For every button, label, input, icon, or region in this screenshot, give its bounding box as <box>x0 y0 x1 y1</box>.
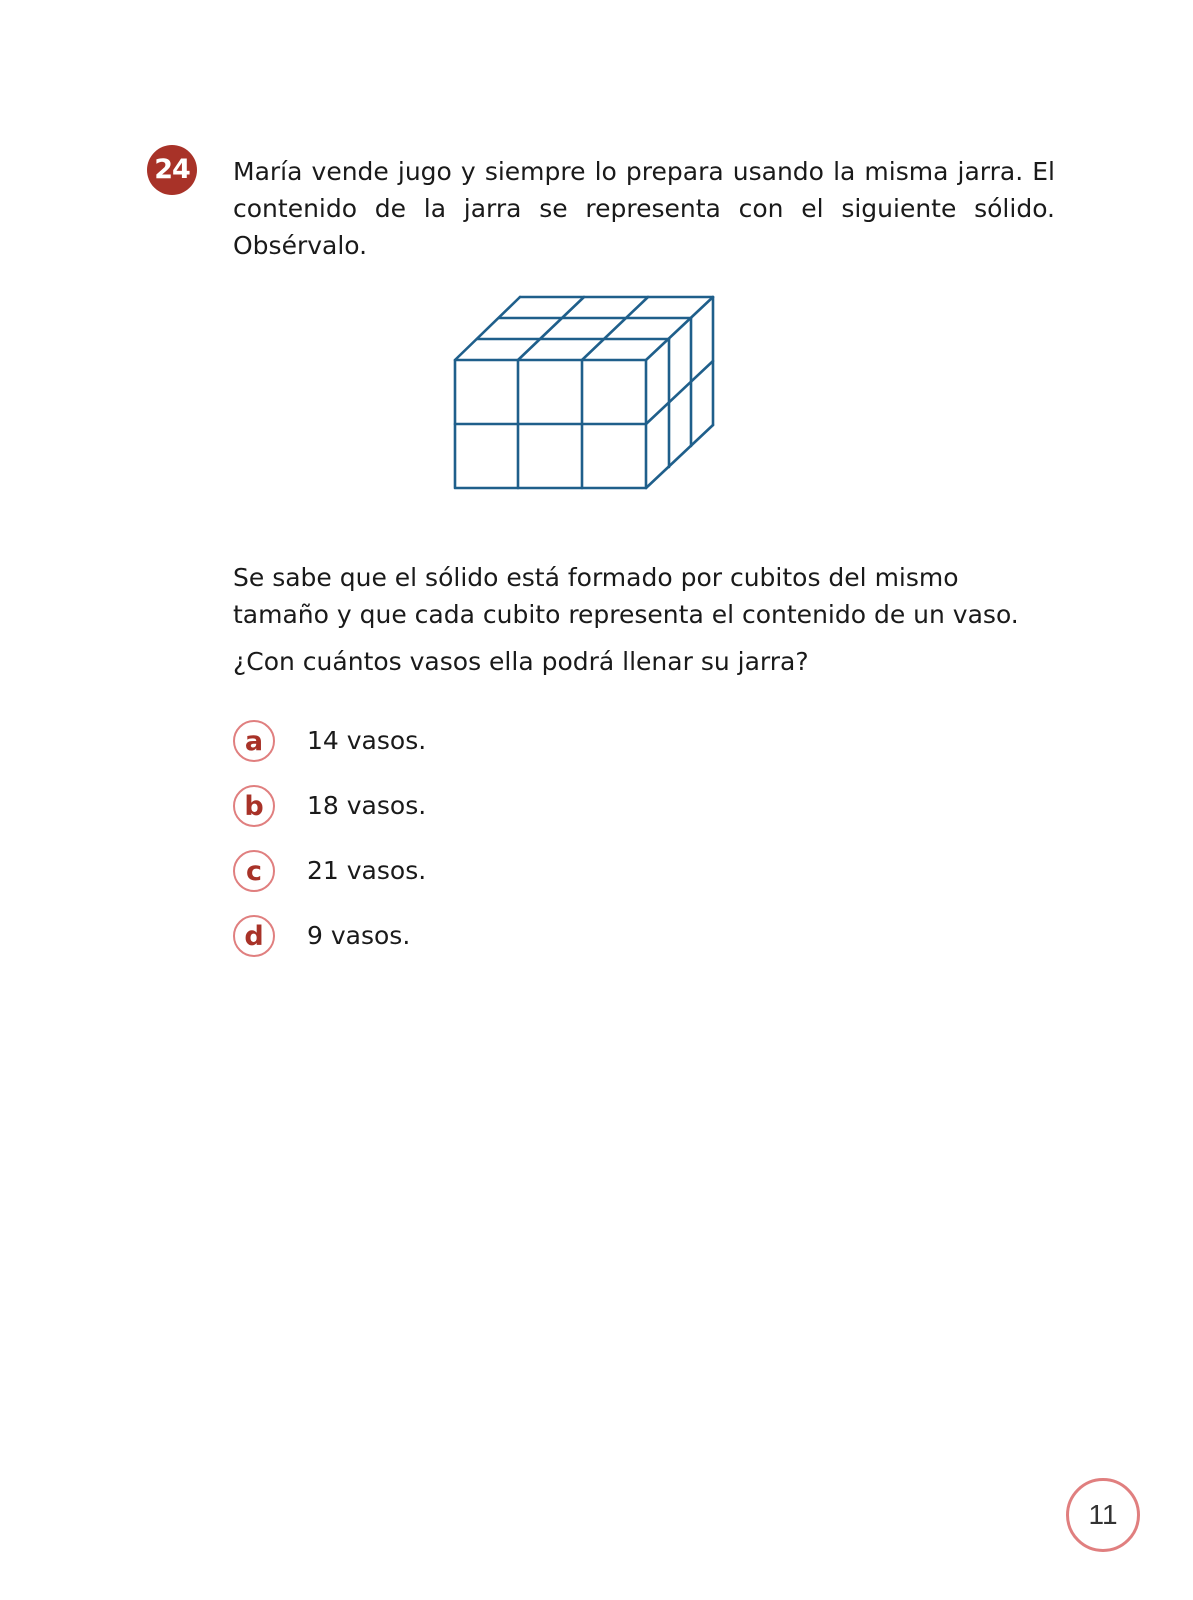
option-text: 18 vasos. <box>307 791 427 820</box>
question-context: Se sabe que el sólido está formado por cubitos del mismo tamaño y que cada cubito representa el contenido de un vaso. <box>233 563 1019 629</box>
page-number: 11 <box>1066 1478 1140 1552</box>
option-a[interactable] <box>233 720 733 768</box>
option-text: 9 vasos. <box>307 921 411 950</box>
question-prompt: ¿Con cuántos vasos ella podrá llenar su jarra? <box>233 647 809 676</box>
cube-grid-icon <box>450 295 720 495</box>
option-text: 21 vasos. <box>307 856 427 885</box>
option-d[interactable] <box>233 915 733 963</box>
question-intro: María vende jugo y siempre lo prepara usando la misma jarra. El contenido de la jarra se representa con el siguiente sólido. Obsérvalo. <box>233 157 1055 260</box>
option-letter-badge: a <box>233 720 275 762</box>
question-number-badge: 24 <box>147 145 197 195</box>
option-letter-badge: c <box>233 850 275 892</box>
option-b[interactable] <box>233 785 733 833</box>
option-letter-badge: d <box>233 915 275 957</box>
option-letter-badge: b <box>233 785 275 827</box>
option-c[interactable] <box>233 850 733 898</box>
option-text: 14 vasos. <box>307 726 427 755</box>
